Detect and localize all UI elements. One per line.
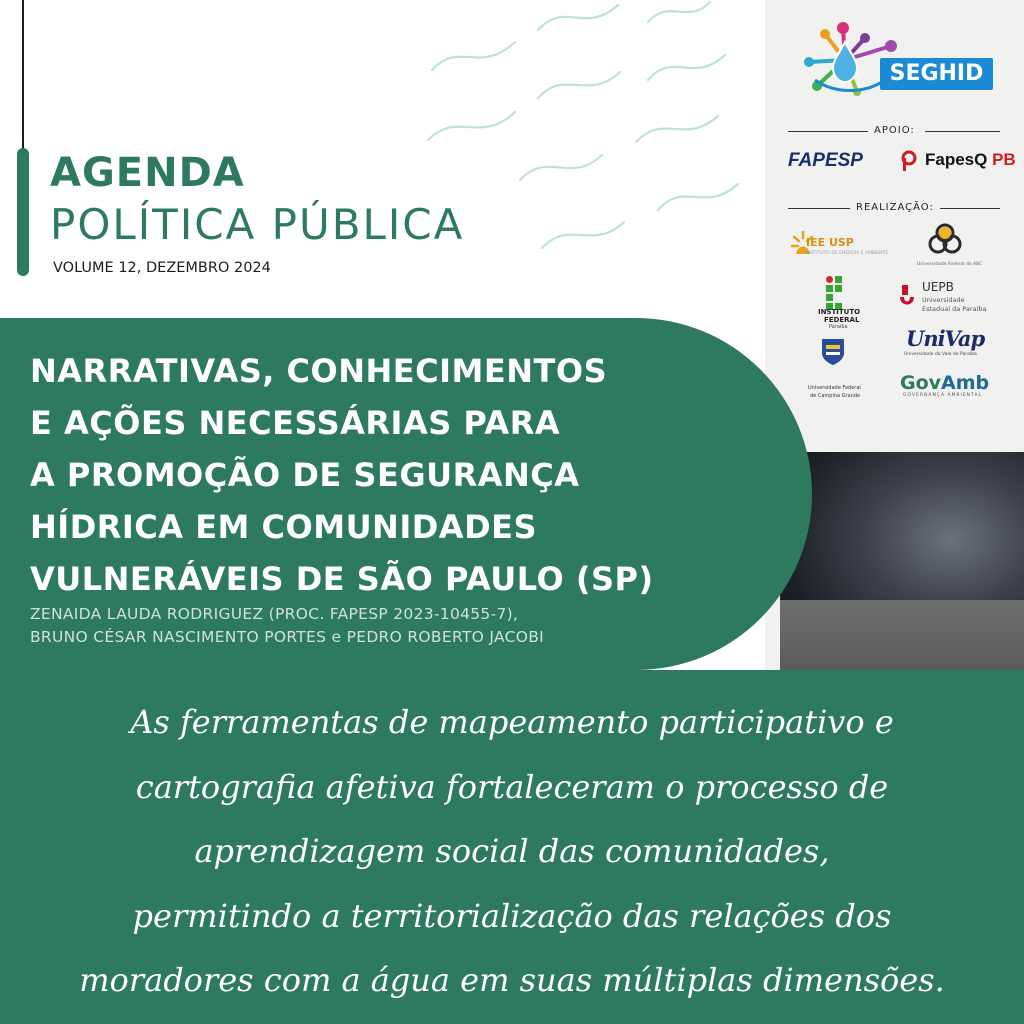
ufabc-logo-icon	[922, 222, 968, 256]
uepb-subtitle-2: Estadual da Paraíba	[922, 305, 987, 313]
divider	[788, 131, 868, 132]
authors-line: ZENAIDA LAUDA RODRIGUEZ (PROC. FAPESP 2023-10455-7),	[30, 605, 519, 623]
govamb-logo	[900, 372, 989, 394]
highlight-quote	[0, 690, 1024, 1013]
if-subtitle: Paraíba	[829, 324, 848, 330]
volume-date: VOLUME 12, DEZEMBRO 2024	[53, 260, 271, 276]
quote-line: moradores com a água em suas múltiplas dimensões.	[79, 961, 945, 999]
divider	[788, 208, 850, 209]
title-line: VULNERÁVEIS DE SÃO PAULO (SP)	[30, 560, 654, 598]
realizacao-label: REALIZAÇÃO:	[856, 202, 934, 213]
title-line: E AÇÕES NECESSÁRIAS PARA	[30, 404, 561, 442]
apoio-label: APOIO:	[874, 125, 915, 136]
fapesq-pb-text: PB	[992, 150, 1016, 169]
if-name-2: FEDERAL	[824, 316, 860, 324]
authors-line: BRUNO CÉSAR NASCIMENTO PORTES e PEDRO ROBERTO JACOBI	[30, 628, 545, 646]
govamb-text-1: Gov	[900, 372, 942, 394]
wave-pattern-decoration	[420, 0, 760, 260]
ufabc-subtitle: Universidade Federal do ABC	[917, 262, 983, 267]
ufcg-subtitle-2: de Campina Grande	[810, 393, 861, 399]
accent-bar	[17, 148, 29, 276]
publication-title	[30, 345, 654, 605]
fapesq-text: FapesQ	[925, 150, 988, 169]
title-line: NARRATIVAS, CONHECIMENTOS	[30, 352, 608, 390]
title-line: HÍDRICA EM COMUNIDADES	[30, 508, 538, 546]
series-heading: POLÍTICA PÚBLICA	[50, 200, 465, 249]
quote-line: aprendizagem social das comunidades,	[194, 832, 830, 870]
title-line: A PROMOÇÃO DE SEGURANÇA	[30, 456, 580, 494]
govamb-text-2: Amb	[941, 372, 990, 394]
ufcg-subtitle: Universidade Federal	[808, 385, 861, 391]
univap-logo: UniVap	[906, 326, 985, 351]
water-photo-band	[780, 600, 1024, 670]
if-name: INSTITUTO	[818, 308, 861, 316]
quote-line: permitindo a territorialização das relações dos	[132, 896, 892, 935]
ufcg-crest-icon	[820, 337, 846, 367]
divider	[940, 208, 1000, 209]
uepb-logo: UEPB	[922, 280, 954, 294]
agenda-heading: AGENDA	[50, 150, 245, 196]
fapesq-pb-logo	[925, 150, 1016, 170]
uepb-mark-icon	[898, 283, 916, 311]
seghid-wordmark: SEGHID	[880, 58, 993, 90]
uepb-subtitle: Universidade	[922, 296, 965, 304]
iee-usp-logo: IEE USP	[806, 236, 854, 249]
iee-subtitle: INSTITUTO DE ENERGIA E AMBIENTE	[806, 251, 889, 256]
univap-subtitle: Universidade do Vale do Paraíba	[904, 352, 977, 357]
govamb-subtitle: GOVERNANÇA AMBIENTAL	[903, 393, 983, 398]
fapesp-logo: FAPESP	[788, 150, 863, 171]
quote-line: As ferramentas de mapeamento participativo e	[130, 703, 894, 741]
fapesq-mark-icon	[900, 150, 918, 172]
quote-line: cartografia afetiva fortaleceram o processo de	[135, 767, 889, 806]
divider	[925, 131, 1000, 132]
authors	[30, 603, 544, 649]
